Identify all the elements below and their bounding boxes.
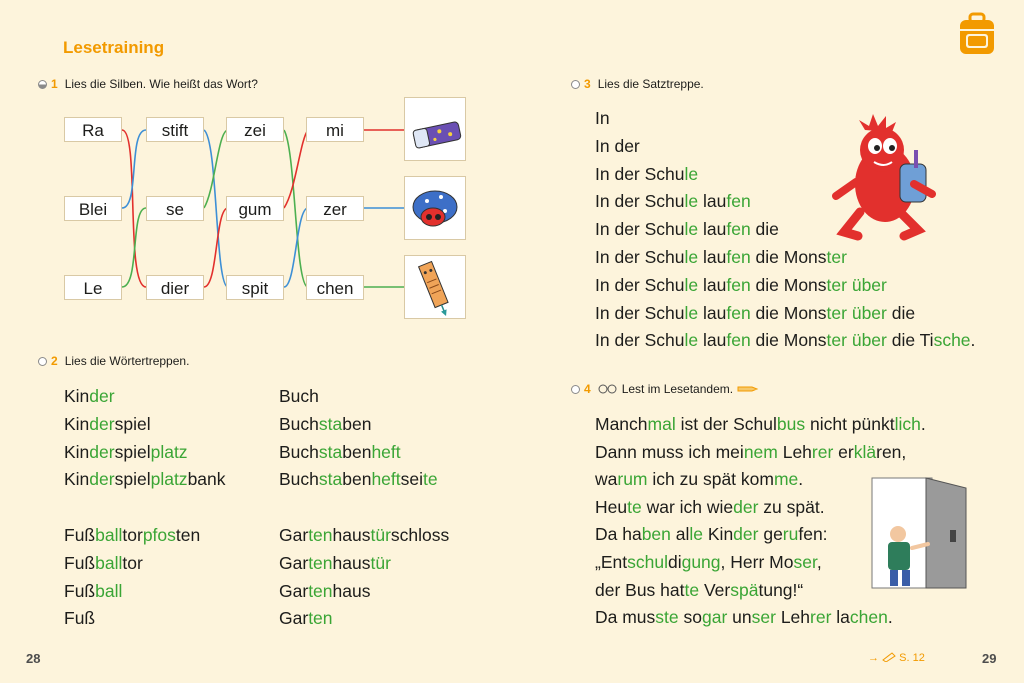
syllable: In der Schu [595, 246, 685, 267]
word-stair-buch [279, 383, 438, 494]
text-line [64, 383, 226, 411]
syllable: In der Schu [595, 191, 685, 212]
highlighted-syllable: der [733, 524, 759, 545]
text-line [279, 439, 438, 467]
highlighted-syllable: platz [150, 441, 188, 462]
highlighted-syllable: heft [371, 441, 401, 462]
task-number: 2 [51, 354, 58, 368]
highlighted-syllable: fen [726, 219, 751, 240]
highlighted-syllable: rer [811, 441, 834, 462]
syllable: Buch [279, 441, 319, 462]
syllable: Gar [279, 608, 309, 629]
text-line [64, 578, 200, 606]
level-bullet-icon [571, 385, 580, 394]
syllable: Ver [699, 579, 731, 600]
highlighted-syllable: der [89, 413, 115, 434]
syllable: Fuß [64, 525, 96, 545]
highlighted-syllable: nem [743, 441, 778, 462]
highlighted-syllable: fen [726, 191, 751, 212]
highlighted-syllable: ter [826, 246, 847, 267]
syllable: „Ent [595, 551, 628, 572]
syllable: die [750, 219, 779, 240]
highlighted-syllable: ball [95, 580, 123, 601]
syllable: In der Schu [595, 302, 685, 323]
picture-sharpener [404, 176, 466, 240]
task-3-heading [571, 77, 704, 91]
highlighted-syllable: fen [726, 330, 751, 351]
syllable: In der Schu [595, 274, 685, 295]
highlighted-syllable: ter [826, 274, 847, 295]
highlighted-syllable: rer [810, 607, 832, 628]
text-line [279, 605, 449, 633]
word-stair-garten [279, 522, 449, 633]
highlighted-syllable: sche [933, 330, 971, 351]
text-line [279, 383, 438, 411]
syllable: di [667, 551, 682, 572]
syllable: Kin [64, 386, 90, 406]
highlighted-syllable: fen [726, 274, 751, 295]
text-line [279, 578, 449, 606]
sharpener-icon [405, 177, 465, 239]
highlighted-syllable: ru [782, 524, 799, 545]
word-stair-fussball [64, 522, 200, 633]
syllable: Gar [279, 552, 309, 573]
highlighted-syllable: ten [308, 525, 333, 545]
highlighted-syllable: heft [371, 469, 401, 490]
task-2-heading [38, 354, 189, 368]
highlighted-syllable: le [684, 302, 699, 323]
door-illustration [864, 474, 970, 597]
highlighted-syllable: über [846, 302, 887, 323]
syllable: der Bus hat [595, 579, 685, 600]
highlighted-syllable: ten [308, 608, 333, 629]
syllable: die Mons [750, 330, 827, 351]
task-instruction: Lest im Lesetandem. [621, 382, 734, 396]
syllable-box: stift [146, 117, 204, 142]
highlighted-syllable: ten [308, 552, 333, 573]
syllable: Kin [64, 413, 90, 434]
syllable-box: Ra [64, 117, 122, 142]
syllable: die Mons [750, 246, 827, 267]
syllable: Fuß [64, 608, 96, 629]
syllable: Leh [777, 441, 812, 462]
highlighted-syllable: le [684, 163, 699, 184]
cross-reference [868, 652, 925, 664]
syllable: Gar [279, 580, 309, 601]
text-line [279, 522, 449, 550]
text-line [64, 550, 200, 578]
syllable: haus [332, 525, 371, 545]
syllable: . [798, 469, 804, 490]
syllable-box: zer [306, 196, 364, 221]
text-line [595, 327, 975, 355]
text-line [279, 466, 438, 494]
text-line [279, 550, 449, 578]
highlighted-syllable: ben [641, 524, 671, 545]
syllable: lau [698, 246, 727, 267]
syllable: Kin [64, 441, 90, 462]
syllable-box: spit [226, 275, 284, 300]
bookmark-icon [405, 256, 465, 318]
text-line [64, 522, 200, 550]
highlighted-syllable: ser [751, 607, 776, 628]
syllable: tung!“ [758, 579, 804, 600]
syllable: tor [122, 525, 143, 545]
syllable: Gar [279, 525, 309, 545]
syllable: spiel [114, 441, 151, 462]
highlighted-syllable: te [423, 469, 438, 490]
task-instruction: Lies die Satztreppe. [597, 77, 704, 91]
highlighted-syllable: sta [318, 441, 343, 462]
syllable: die [886, 302, 916, 323]
syllable: Kin [703, 524, 734, 545]
arrow-right-icon: → [868, 652, 879, 664]
highlighted-syllable: ter [826, 302, 847, 323]
monster-illustration [830, 112, 940, 262]
syllable: war ich wie [641, 496, 734, 517]
syllable: sei [400, 469, 424, 490]
syllable-box: gum [226, 196, 284, 221]
text-line [595, 300, 975, 328]
highlighted-syllable: le [684, 191, 699, 212]
highlighted-syllable: tür [370, 552, 391, 573]
text-line [64, 466, 226, 494]
syllable: spiel [114, 413, 151, 434]
highlighted-syllable: spä [730, 579, 759, 600]
highlighted-syllable: der [89, 441, 115, 462]
text-line [595, 411, 926, 439]
syllable: ben [342, 413, 372, 434]
syllable: haus [332, 552, 371, 573]
highlighted-syllable: gar [702, 607, 728, 628]
highlighted-syllable: fen [726, 246, 751, 267]
partner-reading-icon [598, 384, 618, 395]
word-stair-kinder [64, 383, 226, 494]
syllable: In der Schu [595, 163, 685, 184]
syllable: haus [332, 580, 371, 601]
syllable: tor [122, 552, 143, 573]
syllable: Kin [64, 469, 90, 490]
highlighted-syllable: tür [370, 525, 391, 545]
highlighted-syllable: ball [95, 525, 123, 545]
task-number: 1 [51, 77, 58, 91]
syllable: die Mons [750, 274, 827, 295]
highlighted-syllable: der [89, 386, 115, 406]
highlighted-syllable: chen [849, 607, 888, 628]
highlighted-syllable: ten [308, 580, 333, 601]
highlighted-syllable: le [684, 330, 699, 351]
syllable: ich zu spät kom [647, 469, 774, 490]
syllable: Heu [595, 496, 628, 517]
highlighted-syllable: ball [95, 552, 123, 573]
picture-eraser [404, 97, 466, 161]
syllable: . [970, 330, 976, 351]
task-instruction: Lies die Silben. Wie heißt das Wort? [64, 77, 258, 91]
syllable: Manch [595, 414, 648, 434]
text-line [279, 411, 438, 439]
syllable: ten [175, 525, 201, 545]
syllable-box: zei [226, 117, 284, 142]
syllable: lau [698, 274, 727, 295]
syllable: er [833, 441, 854, 462]
highlighted-syllable: der [89, 469, 115, 490]
highlighted-syllable: schul [627, 551, 668, 572]
syllable: In der Schu [595, 330, 685, 351]
highlighted-syllable: über [846, 330, 887, 351]
highlighted-syllable: le [684, 274, 699, 295]
highlighted-syllable: sta [318, 469, 343, 490]
level-bullet-icon [571, 80, 580, 89]
highlighted-syllable: lich [894, 414, 921, 434]
syllable: . [920, 414, 926, 434]
highlighted-syllable: fen [726, 302, 751, 323]
syllable: schloss [390, 525, 450, 545]
syllable: ren, [876, 441, 907, 462]
syllable-box: se [146, 196, 204, 221]
syllable: Buch [279, 386, 319, 406]
task-number: 3 [584, 77, 591, 91]
syllable: lau [698, 330, 727, 351]
syllable: la [831, 607, 850, 628]
syllable: , [816, 551, 822, 572]
syllable: ge [758, 524, 783, 545]
pointing-hand-icon [737, 383, 759, 395]
syllable: spiel [114, 469, 151, 490]
page-number: 28 [26, 651, 41, 666]
syllable: nicht pünkt [805, 414, 895, 434]
highlighted-syllable: bus [776, 414, 806, 434]
highlighted-syllable: ste [655, 607, 679, 628]
highlighted-syllable: le [684, 246, 699, 267]
syllable: lau [698, 219, 727, 240]
reference-page: S. 12 [899, 652, 925, 664]
syllable: die Ti [886, 330, 934, 351]
highlighted-syllable: ter [826, 330, 847, 351]
syllable: fen: [798, 524, 828, 545]
syllable-box: Le [64, 275, 122, 300]
syllable-box: Blei [64, 196, 122, 221]
highlighted-syllable: te [684, 579, 700, 600]
syllable: lau [698, 191, 727, 212]
level-bullet-icon [38, 357, 47, 366]
syllable: un [727, 607, 752, 628]
highlighted-syllable: klä [853, 441, 877, 462]
text-line [64, 411, 226, 439]
highlighted-syllable: le [689, 524, 704, 545]
pencil-icon [882, 652, 896, 662]
syllable: wa [595, 469, 618, 490]
highlighted-syllable: mal [647, 414, 676, 434]
syllable: lau [698, 302, 727, 323]
highlighted-syllable: ser [793, 551, 817, 572]
syllable: ist der Schul [675, 414, 777, 434]
section-title: Lesetraining [63, 38, 165, 57]
highlighted-syllable: der [733, 496, 759, 517]
highlighted-syllable: über [846, 274, 887, 295]
highlighted-syllable: pfos [142, 525, 176, 545]
text-line [64, 605, 200, 633]
picture-bookmark [404, 255, 466, 319]
syllable: . [887, 607, 893, 628]
syllable-box: mi [306, 117, 364, 142]
syllable-box: dier [146, 275, 204, 300]
syllable: In [595, 108, 610, 128]
text-line [595, 439, 926, 467]
page-number: 29 [982, 651, 997, 666]
syllable: Dann muss ich mei [595, 441, 744, 462]
highlighted-syllable: rum [617, 469, 648, 490]
syllable: al [670, 524, 690, 545]
syllable: bank [187, 469, 226, 490]
task-instruction: Lies die Wörtertreppen. [64, 354, 190, 368]
highlighted-syllable: te [627, 496, 642, 517]
syllable-box: chen [306, 275, 364, 300]
syllable: zu spät. [758, 496, 825, 517]
syllable: Buch [279, 469, 319, 490]
highlighted-syllable: gung [681, 551, 721, 572]
syllable: Fuß [64, 552, 96, 573]
syllable: In der Schu [595, 219, 685, 240]
syllable: die Mons [750, 302, 827, 323]
syllable: ben [342, 441, 372, 462]
text-line [64, 439, 226, 467]
text-line [595, 604, 926, 632]
right-page [512, 0, 1024, 683]
eraser-icon [405, 98, 465, 160]
task-number: 4 [584, 382, 591, 396]
highlighted-syllable: me [773, 469, 799, 490]
syllable: Da ha [595, 524, 642, 545]
highlighted-syllable: platz [150, 469, 188, 490]
syllable: Fuß [64, 580, 96, 601]
syllable: Leh [775, 607, 811, 628]
text-line [595, 272, 975, 300]
highlighted-syllable: le [684, 219, 699, 240]
syllable: In der [595, 135, 640, 156]
task-4-heading [571, 382, 759, 396]
syllable: Da mus [595, 607, 656, 628]
backpack-icon [956, 12, 998, 63]
syllable: , Herr Mo [720, 551, 794, 572]
syllable: Buch [279, 413, 319, 434]
syllable: so [678, 607, 703, 628]
highlighted-syllable: sta [318, 413, 343, 434]
syllable: ben [342, 469, 372, 490]
